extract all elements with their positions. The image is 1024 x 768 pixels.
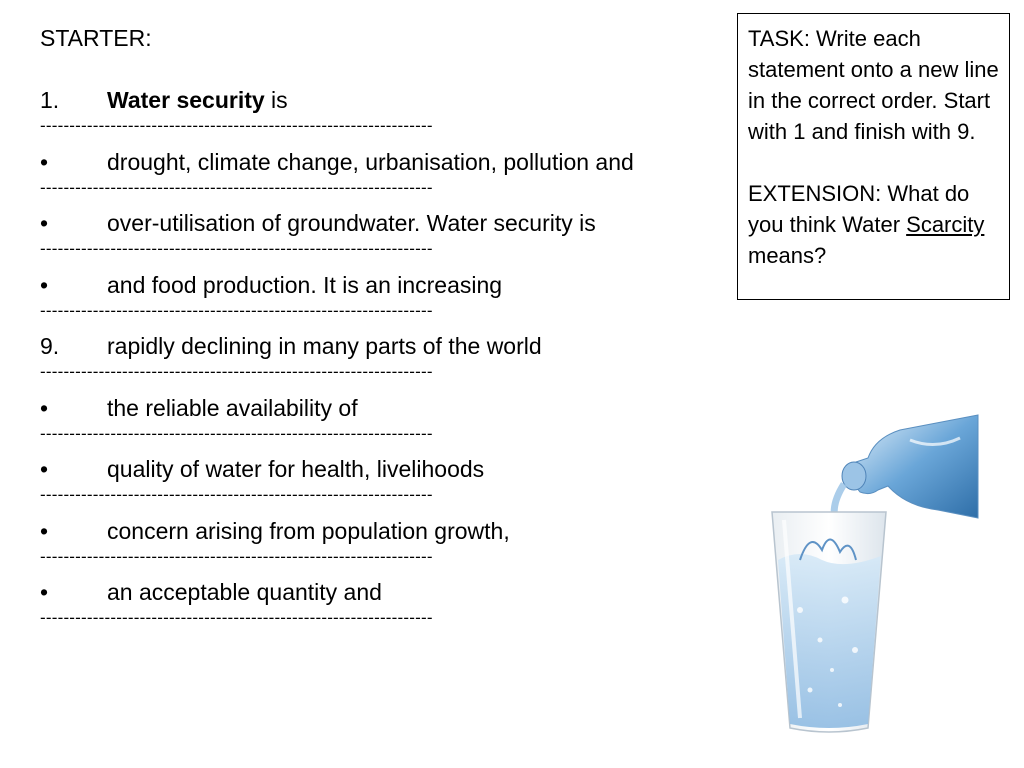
scarcity-word: Scarcity	[906, 212, 985, 237]
statement-text: over-utilisation of groundwater. Water security is	[107, 210, 596, 236]
statement-text: the reliable availability of	[107, 394, 358, 421]
answer-line: -------------------------------------------------------------------	[40, 177, 433, 197]
statement-marker: 1.	[40, 87, 60, 113]
statement-marker: •	[40, 148, 49, 175]
statement-item	[40, 455, 720, 517]
statement-marker: 9.	[40, 333, 60, 359]
statement-item	[40, 86, 720, 148]
statement-text	[107, 86, 288, 114]
statement-marker: •	[40, 394, 49, 421]
answer-line: -------------------------------------------------------------------	[40, 608, 433, 627]
answer-line: -------------------------------------------------------------------	[40, 485, 433, 504]
task-text: TASK: Write each statement onto a new line in the correct order. Start with 1 and finish with 9.	[748, 26, 999, 144]
answer-line: -------------------------------------------------------------------	[40, 362, 433, 381]
extension-prefix: EXTENSION: What do you think Water	[748, 181, 970, 237]
statement-item	[40, 148, 720, 210]
statement-marker: •	[40, 579, 49, 605]
statement-bold: Water security	[107, 87, 265, 113]
starter-title: STARTER:	[40, 25, 152, 51]
statement-list	[40, 86, 720, 640]
answer-line: -------------------------------------------------------------------	[40, 116, 433, 135]
extension-text	[748, 178, 999, 271]
water-pouring-image	[760, 410, 985, 740]
answer-line: -------------------------------------------------------------------	[40, 423, 433, 443]
statement-item	[40, 578, 720, 640]
task-box	[737, 13, 1010, 300]
statement-text: concern arising from population growth,	[107, 517, 510, 544]
statement-text: an acceptable quantity and	[107, 579, 382, 605]
water-bottle-glass-icon	[760, 410, 985, 740]
extension-suffix: means?	[748, 243, 827, 268]
answer-line: -------------------------------------------------------------------	[40, 239, 433, 258]
statement-text: drought, climate change, urbanisation, pollution and	[107, 148, 634, 175]
statement-text: and food production. It is an increasing	[107, 271, 503, 298]
statement-marker: •	[40, 517, 49, 544]
statement-text: rapidly declining in many parts of the world	[107, 333, 542, 359]
statement-marker: •	[40, 271, 49, 298]
statement-rest: is	[264, 87, 288, 113]
statement-item	[40, 332, 720, 394]
answer-line: -------------------------------------------------------------------	[40, 546, 433, 566]
statement-item	[40, 517, 720, 579]
statement-item	[40, 394, 720, 456]
statement-text: quality of water for health, livelihoods	[107, 456, 485, 482]
answer-line: -------------------------------------------------------------------	[40, 300, 433, 320]
statement-item	[40, 271, 720, 333]
statement-marker: •	[40, 456, 49, 482]
statement-marker: •	[40, 210, 49, 236]
statement-item	[40, 209, 720, 271]
